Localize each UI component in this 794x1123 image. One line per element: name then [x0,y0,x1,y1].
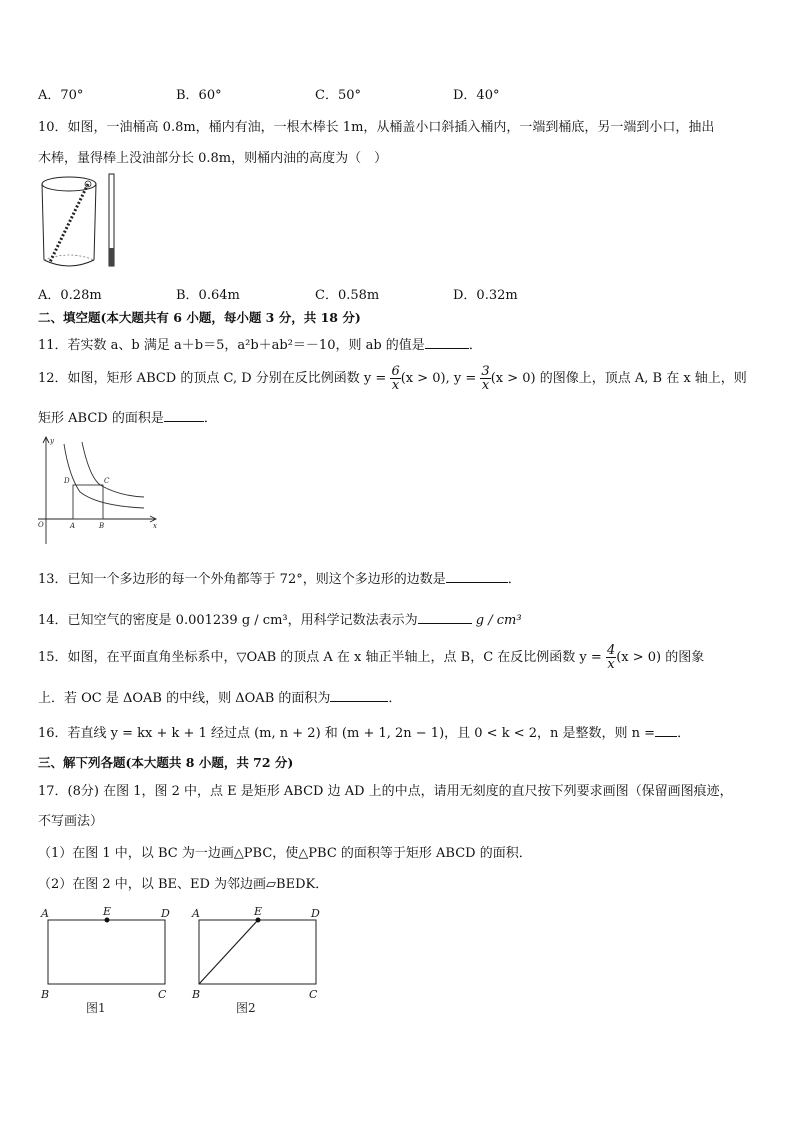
fig2-caption: 图2 [236,1001,256,1015]
q12-fraction2-denominator: x [481,378,490,393]
q17-text-line2: 不写画法） [38,814,104,829]
stick-oil-part [109,248,114,266]
q13-text [38,568,521,587]
q12-label-b: B [99,522,105,530]
q12-text-line2 [38,407,217,426]
q17-figure-2 [188,904,328,1022]
q10-text-line1: 10．如图，一油桶高 0.8m，桶内有油，一根木棒长 1m，从桶盖小口斜插入桶内，一端到桶底，另一端到小口，抽出 [38,120,715,135]
q13-end: ． [507,572,521,587]
q11-answer-blank [425,336,469,349]
q12-question-start: 12．如图，矩形 ABCD 的顶点 C, D 分别在反比例函数 y = [38,371,387,386]
q15-line2: 上．若 OC 是 ΔOAB 的中线，则 ΔOAB 的面积为 [38,691,331,706]
q9-option-c: C．50° [315,88,361,103]
barrel-left-edge [42,184,44,260]
q10-option-b: B．0.64m [176,288,240,303]
q15-text-line2 [38,687,401,706]
fig2-label-d: D [311,907,320,920]
fig1-caption: 图1 [86,1001,106,1015]
q10-text-line2: 木棒，量得棒上没油部分长 0.8m，则桶内油的高度为（ ） [38,151,388,166]
q12-fraction2-numerator: 3 [481,364,490,379]
q15-fraction-numerator: 4 [606,643,616,658]
fig1-label-a: A [41,907,49,920]
q12-rectangle-abcd [73,485,103,519]
q12-curve-3-over-x [64,444,144,508]
q13-question: 13．已知一个多边形的每一个外角都等于 72°，则这个多边形的边数是 [38,572,446,587]
q12-line2: 矩形 ABCD 的面积是 [38,411,164,426]
q9-option-a: A．70° [38,88,84,103]
q12-fraction-3-over-x [480,365,490,392]
q17-text-line1: 17．(8分) 在图 1，图 2 中，点 E 是矩形 ABCD 边 AD 上的中点，请用无刻度的直尺按下列要求画图（保留画图痕迹， [38,784,733,799]
q17-figure-1 [38,904,178,1022]
q17-part2: （2）在图 2 中，以 BE、ED 为邻边画▱BEDK． [38,877,329,892]
q15-question-start: 15．如图，在平面直角坐标系中，▽OAB 的顶点 A 在 x 轴正半轴上，点 B，C 在反比例函数 y = [38,650,602,665]
q10-option-d: D．0.32m [453,288,518,303]
q12-label-o: O [38,521,44,529]
section-3-heading: 三、解下列各题(本大题共 8 小题，共 72 分) [38,755,294,770]
q12-figure [36,434,162,546]
q12-label-y: y [50,437,54,445]
fig2-label-b: B [192,988,201,1001]
q10-option-a: A．0.28m [38,288,102,303]
q11-end: ． [468,338,482,353]
q14-question: 14．已知空气的密度是 0.001239 g / cm³，用科学记数法表示为 [38,613,418,628]
q15-answer-blank [330,689,388,702]
fig2-point-e [256,918,261,923]
q15-question-mid: (x > 0) 的图象 [616,650,705,665]
section-2-heading: 二、填空题(本大题共有 6 小题，每小题 3 分，共 18 分) [38,310,361,325]
q12-label-a: A [70,522,76,530]
fig2-rectangle-abcd [199,920,316,984]
q14-answer-blank [418,611,472,624]
q16-text [38,722,690,741]
q12-fraction-6-over-x [390,365,400,392]
oil-barrel-figure [38,172,118,274]
q12-end: ． [203,411,217,426]
q10-options [38,284,758,302]
fig2-label-c: C [309,988,318,1001]
q12-label-d: D [64,477,70,485]
q9-options [38,84,758,102]
q15-fraction-4-over-x [606,644,616,671]
q17-part1: （1）在图 1 中，以 BC 为一边画△PBC，使△PBC 的面积等于矩形 ABCD 的面积． [38,846,532,861]
q11-question: 11．若实数 a、b 满足 a＋b＝5，a²b＋ab²＝－10，则 ab 的值是 [38,338,425,353]
q12-answer-blank [164,409,204,422]
q16-answer-blank [655,724,677,737]
q16-question: 16．若直线 y = kx + k + 1 经过点 (m, n + 2) 和 (m + 1, 2n − 1)，且 0 < k < 2，n 是整数，则 n = [38,726,656,741]
fig2-label-a: A [192,907,200,920]
q12-label-x: x [153,522,157,530]
q12-curve-6-over-x [82,442,144,497]
fig2-label-e: E [254,905,263,918]
fig1-label-b: B [41,988,50,1001]
stick-in-barrel [50,184,88,262]
q15-fraction-denominator: x [607,657,615,672]
q12-mid1: (x > 0), y = [400,371,477,386]
q14-unit: g / cm³ [475,613,522,628]
q10-option-c: C．0.58m [315,288,380,303]
q9-option-b: B．60° [176,88,222,103]
barrel-right-edge [94,184,96,260]
q9-option-d: D．40° [453,88,500,103]
q16-end: ． [677,726,691,741]
q11-text [38,334,482,353]
q12-fraction1-numerator: 6 [391,364,400,379]
fig2-segment-be [199,920,258,984]
q12-mid2: (x > 0) 的图像上，顶点 A, B 在 x 轴上，则 [490,371,747,386]
q12-fraction1-denominator: x [391,378,400,393]
fig1-label-c: C [158,988,167,1001]
fig1-label-e: E [103,905,112,918]
q13-answer-blank [446,570,508,583]
fig1-label-d: D [161,907,170,920]
q12-text-line1 [38,362,747,396]
q12-label-c: C [104,477,110,485]
q15-end: ． [388,691,402,706]
fig1-rectangle-abcd [48,920,165,984]
fig1-point-e [105,918,110,923]
q14-text [38,609,522,628]
q15-text-line1 [38,641,704,675]
